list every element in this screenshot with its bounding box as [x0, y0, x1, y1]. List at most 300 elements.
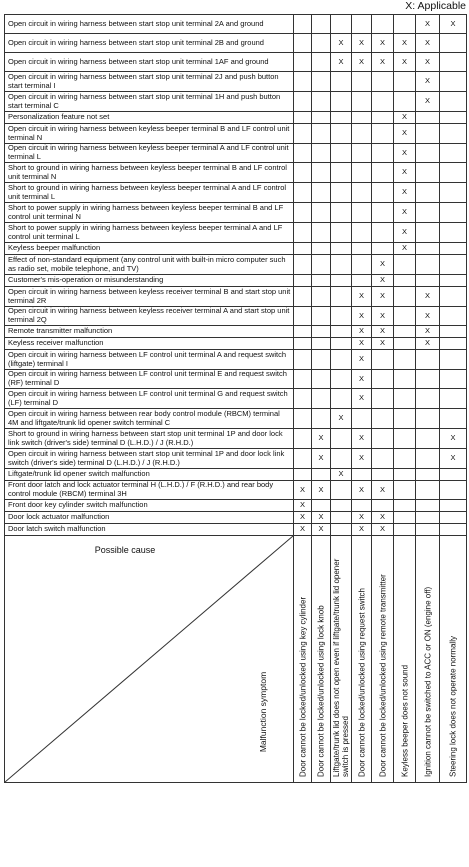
- mark-cell: X: [394, 53, 416, 72]
- mark-cell: [372, 124, 394, 144]
- mark-cell: X: [394, 183, 416, 203]
- symptom-header: Door cannot be locked/unlocked using request switch: [352, 536, 372, 783]
- mark-cell: [352, 183, 372, 203]
- table-row: [5, 34, 467, 53]
- mark-cell: X: [352, 481, 372, 500]
- symptom-header: Steering lock does not operate normally: [440, 536, 467, 783]
- table-row: [5, 307, 467, 326]
- mark-cell: [294, 469, 312, 481]
- mark-cell: X: [416, 307, 440, 326]
- mark-cell: [312, 307, 331, 326]
- mark-cell: X: [372, 326, 394, 338]
- mark-cell: [440, 512, 467, 524]
- mark-cell: [440, 112, 467, 124]
- mark-cell: [394, 338, 416, 350]
- mark-cell: [331, 307, 352, 326]
- mark-cell: [331, 287, 352, 307]
- mark-cell: [416, 124, 440, 144]
- mark-cell: [331, 183, 352, 203]
- mark-cell: X: [394, 243, 416, 255]
- table-row: [5, 163, 467, 183]
- mark-cell: [294, 223, 312, 243]
- mark-cell: X: [394, 223, 416, 243]
- cause-cell: Short to ground in wiring harness between keyless beeper terminal B and LF control unit terminal N: [5, 163, 294, 183]
- mark-cell: X: [312, 481, 331, 500]
- mark-cell: [372, 449, 394, 469]
- table-row: [5, 449, 467, 469]
- mark-cell: [394, 512, 416, 524]
- mark-cell: [440, 183, 467, 203]
- mark-cell: X: [372, 524, 394, 536]
- mark-cell: [416, 481, 440, 500]
- mark-cell: [352, 144, 372, 163]
- mark-cell: [312, 53, 331, 72]
- mark-cell: [372, 409, 394, 429]
- mark-cell: X: [416, 338, 440, 350]
- mark-cell: [312, 409, 331, 429]
- mark-cell: [394, 524, 416, 536]
- symptom-header: Door cannot be locked/unlocked using key cylinder: [294, 536, 312, 783]
- mark-cell: X: [352, 350, 372, 370]
- mark-cell: [331, 112, 352, 124]
- cause-cell: Short to ground in wiring harness between start stop unit terminal 1P and door lock link switch (driver's side) terminal D (L.H.D.) / J (R.H.D.): [5, 429, 294, 449]
- mark-cell: [294, 203, 312, 223]
- mark-cell: [352, 72, 372, 92]
- mark-cell: [312, 500, 331, 512]
- mark-cell: [294, 163, 312, 183]
- mark-cell: [352, 275, 372, 287]
- mark-cell: [416, 389, 440, 409]
- table-row: [5, 223, 467, 243]
- mark-cell: X: [416, 326, 440, 338]
- mark-cell: [331, 429, 352, 449]
- mark-cell: [352, 163, 372, 183]
- mark-cell: [440, 275, 467, 287]
- mark-cell: [416, 500, 440, 512]
- mark-cell: [331, 124, 352, 144]
- mark-cell: X: [352, 370, 372, 389]
- mark-cell: [331, 92, 352, 112]
- cause-cell: Short to power supply in wiring harness between keyless beeper terminal B and LF control unit terminal N: [5, 203, 294, 223]
- mark-cell: [331, 223, 352, 243]
- cause-cell: Liftgate/trunk lid opener switch malfunction: [5, 469, 294, 481]
- mark-cell: [440, 72, 467, 92]
- mark-cell: [372, 112, 394, 124]
- mark-cell: [440, 350, 467, 370]
- mark-cell: [416, 243, 440, 255]
- cause-cell: Open circuit in wiring harness between LF control unit terminal A and request switch (liftgate) terminal I: [5, 350, 294, 370]
- mark-cell: [440, 500, 467, 512]
- mark-cell: [312, 275, 331, 287]
- mark-cell: [372, 370, 394, 389]
- mark-cell: X: [372, 307, 394, 326]
- mark-cell: [312, 255, 331, 275]
- mark-cell: X: [372, 481, 394, 500]
- mark-cell: [294, 183, 312, 203]
- mark-cell: X: [394, 124, 416, 144]
- mark-cell: [440, 53, 467, 72]
- mark-cell: [372, 223, 394, 243]
- mark-cell: [440, 338, 467, 350]
- mark-cell: [440, 92, 467, 112]
- table-row: [5, 500, 467, 512]
- cause-cell: Door latch switch malfunction: [5, 524, 294, 536]
- mark-cell: [394, 469, 416, 481]
- mark-cell: X: [294, 512, 312, 524]
- mark-cell: [331, 500, 352, 512]
- mark-cell: [331, 326, 352, 338]
- mark-cell: [372, 15, 394, 34]
- symptom-header: Liftgate/trunk lid does not open even if liftgate/trunk lid opener switch is pressed: [331, 536, 352, 783]
- mark-cell: [440, 34, 467, 53]
- table-row: [5, 389, 467, 409]
- mark-cell: X: [440, 15, 467, 34]
- mark-cell: [312, 183, 331, 203]
- cause-cell: Effect of non-standard equipment (any control unit with built-in micro computer such as radio set, mobile telephone, and TV): [5, 255, 294, 275]
- mark-cell: X: [440, 449, 467, 469]
- mark-cell: [294, 124, 312, 144]
- mark-cell: [294, 389, 312, 409]
- mark-cell: [394, 287, 416, 307]
- mark-cell: [372, 144, 394, 163]
- cause-cell: Open circuit in wiring harness between LF control unit terminal E and request switch (RF) terminal D: [5, 370, 294, 389]
- mark-cell: X: [416, 15, 440, 34]
- cause-cell: Front door key cylinder switch malfunction: [5, 500, 294, 512]
- mark-cell: [394, 389, 416, 409]
- mark-cell: [294, 53, 312, 72]
- mark-cell: X: [372, 34, 394, 53]
- table-row: [5, 524, 467, 536]
- mark-cell: [394, 275, 416, 287]
- mark-cell: X: [294, 481, 312, 500]
- mark-cell: X: [416, 287, 440, 307]
- mark-cell: [294, 326, 312, 338]
- mark-cell: X: [331, 409, 352, 429]
- mark-cell: X: [331, 469, 352, 481]
- mark-cell: X: [352, 326, 372, 338]
- mark-cell: X: [416, 34, 440, 53]
- mark-cell: [312, 243, 331, 255]
- mark-cell: [394, 500, 416, 512]
- cause-cell: Open circuit in wiring harness between start stop unit terminal 2A and ground: [5, 15, 294, 34]
- cause-cell: Open circuit in wiring harness between start stop unit terminal 1H and push button start terminal C: [5, 92, 294, 112]
- corner-cell: [5, 536, 294, 783]
- mark-cell: [352, 203, 372, 223]
- possible-cause-label: Possible cause: [94, 545, 156, 555]
- table-row: [5, 53, 467, 72]
- mark-cell: [294, 144, 312, 163]
- mark-cell: [294, 338, 312, 350]
- mark-cell: [394, 92, 416, 112]
- table-row: [5, 144, 467, 163]
- symptom-header: Keyless beeper does not sound: [394, 536, 416, 783]
- table-row: [5, 409, 467, 429]
- mark-cell: [294, 275, 312, 287]
- mark-cell: [372, 350, 394, 370]
- mark-cell: X: [312, 449, 331, 469]
- symptom-header: Door cannot be locked/unlocked using remote transmitter: [372, 536, 394, 783]
- mark-cell: [294, 307, 312, 326]
- cause-cell: Open circuit in wiring harness between rear body control module (RBCM) terminal 4M and liftgate/trunk lid opener switch terminal C: [5, 409, 294, 429]
- mark-cell: [294, 449, 312, 469]
- mark-cell: X: [416, 92, 440, 112]
- mark-cell: [331, 512, 352, 524]
- mark-cell: X: [352, 307, 372, 326]
- mark-cell: [416, 370, 440, 389]
- mark-cell: [352, 124, 372, 144]
- mark-cell: [416, 144, 440, 163]
- mark-cell: [440, 524, 467, 536]
- mark-cell: X: [394, 203, 416, 223]
- mark-cell: [331, 338, 352, 350]
- mark-cell: [440, 287, 467, 307]
- mark-cell: [294, 112, 312, 124]
- mark-cell: [416, 203, 440, 223]
- cause-cell: Keyless beeper malfunction: [5, 243, 294, 255]
- mark-cell: X: [372, 512, 394, 524]
- mark-cell: [372, 203, 394, 223]
- mark-cell: [352, 92, 372, 112]
- mark-cell: [440, 469, 467, 481]
- mark-cell: X: [394, 144, 416, 163]
- mark-cell: [331, 524, 352, 536]
- mark-cell: [440, 370, 467, 389]
- diagnosis-matrix: [4, 14, 467, 783]
- mark-cell: [331, 350, 352, 370]
- cause-cell: Short to power supply in wiring harness between keyless beeper terminal A and LF control unit terminal L: [5, 223, 294, 243]
- mark-cell: X: [352, 34, 372, 53]
- mark-cell: [394, 409, 416, 429]
- mark-cell: [331, 370, 352, 389]
- table-row: [5, 124, 467, 144]
- symptom-header: Ignition cannot be switched to ACC or ON (engine off): [416, 536, 440, 783]
- mark-cell: [416, 524, 440, 536]
- mark-cell: X: [352, 287, 372, 307]
- mark-cell: [372, 243, 394, 255]
- cause-cell: Customer's mis-operation or misunderstanding: [5, 275, 294, 287]
- mark-cell: [294, 255, 312, 275]
- mark-cell: X: [394, 163, 416, 183]
- mark-cell: [312, 326, 331, 338]
- mark-cell: [312, 389, 331, 409]
- mark-cell: [372, 500, 394, 512]
- cause-cell: Open circuit in wiring harness between keyless receiver terminal B and start stop unit terminal 2R: [5, 287, 294, 307]
- mark-cell: X: [416, 72, 440, 92]
- cause-cell: Keyless receiver malfunction: [5, 338, 294, 350]
- mark-cell: [416, 163, 440, 183]
- mark-cell: [372, 183, 394, 203]
- cause-cell: Open circuit in wiring harness between LF control unit terminal G and request switch (LF) terminal D: [5, 389, 294, 409]
- mark-cell: X: [352, 338, 372, 350]
- mark-cell: [440, 163, 467, 183]
- table-row: [5, 92, 467, 112]
- mark-cell: [294, 287, 312, 307]
- table-row: [5, 338, 467, 350]
- mark-cell: [312, 163, 331, 183]
- mark-cell: [331, 203, 352, 223]
- mark-cell: X: [372, 338, 394, 350]
- mark-cell: X: [352, 524, 372, 536]
- mark-cell: [416, 223, 440, 243]
- mark-cell: [440, 243, 467, 255]
- mark-cell: [331, 72, 352, 92]
- mark-cell: [312, 223, 331, 243]
- table-row: [5, 481, 467, 500]
- mark-cell: X: [312, 512, 331, 524]
- mark-cell: [394, 481, 416, 500]
- mark-cell: [352, 409, 372, 429]
- mark-cell: [352, 243, 372, 255]
- cause-cell: Open circuit in wiring harness between start stop unit terminal 1AF and ground: [5, 53, 294, 72]
- cause-cell: Open circuit in wiring harness between keyless beeper terminal B and LF control unit terminal N: [5, 124, 294, 144]
- mark-cell: [440, 124, 467, 144]
- mark-cell: X: [312, 524, 331, 536]
- mark-cell: [312, 112, 331, 124]
- mark-cell: X: [372, 275, 394, 287]
- mark-cell: X: [372, 53, 394, 72]
- mark-cell: [372, 469, 394, 481]
- table-row: [5, 203, 467, 223]
- table-row: [5, 255, 467, 275]
- table-row: [5, 469, 467, 481]
- mark-cell: [312, 144, 331, 163]
- cause-cell: Front door latch and lock actuator terminal H (L.H.D.) / F (R.H.D.) and rear body control module (RBCM) terminal 3H: [5, 481, 294, 500]
- table-row: [5, 183, 467, 203]
- table-row: [5, 72, 467, 92]
- mark-cell: [372, 163, 394, 183]
- mark-cell: X: [294, 500, 312, 512]
- mark-cell: [394, 350, 416, 370]
- cause-cell: Remote transmitter malfunction: [5, 326, 294, 338]
- mark-cell: [294, 15, 312, 34]
- mark-cell: [440, 255, 467, 275]
- mark-cell: [394, 255, 416, 275]
- mark-cell: [331, 255, 352, 275]
- mark-cell: X: [352, 389, 372, 409]
- table-row: [5, 112, 467, 124]
- mark-cell: [312, 72, 331, 92]
- diagonal-divider: [5, 536, 293, 782]
- mark-cell: [331, 163, 352, 183]
- mark-cell: [312, 287, 331, 307]
- mark-cell: [294, 350, 312, 370]
- mark-cell: [416, 350, 440, 370]
- mark-cell: [312, 124, 331, 144]
- mark-cell: X: [312, 429, 331, 449]
- mark-cell: [372, 72, 394, 92]
- mark-cell: [331, 243, 352, 255]
- mark-cell: [294, 429, 312, 449]
- mark-cell: [416, 469, 440, 481]
- table-row: [5, 429, 467, 449]
- mark-cell: X: [394, 34, 416, 53]
- mark-cell: X: [352, 429, 372, 449]
- mark-cell: X: [331, 34, 352, 53]
- cause-cell: Open circuit in wiring harness between keyless beeper terminal A and LF control unit terminal L: [5, 144, 294, 163]
- cause-cell: Open circuit in wiring harness between keyless receiver terminal A and start stop unit terminal 2Q: [5, 307, 294, 326]
- mark-cell: X: [440, 429, 467, 449]
- mark-cell: [440, 326, 467, 338]
- applicable-note: X: Applicable: [405, 0, 466, 12]
- mark-cell: [416, 112, 440, 124]
- mark-cell: [394, 370, 416, 389]
- mark-cell: X: [352, 449, 372, 469]
- mark-cell: [312, 338, 331, 350]
- mark-cell: X: [372, 287, 394, 307]
- mark-cell: [394, 429, 416, 449]
- mark-cell: [312, 469, 331, 481]
- table-row: [5, 350, 467, 370]
- mark-cell: [394, 449, 416, 469]
- mark-cell: [331, 449, 352, 469]
- mark-cell: [312, 34, 331, 53]
- header-row: [5, 536, 467, 783]
- mark-cell: [352, 15, 372, 34]
- mark-cell: [294, 243, 312, 255]
- mark-cell: [312, 15, 331, 34]
- table-row: [5, 15, 467, 34]
- mark-cell: [440, 144, 467, 163]
- mark-cell: X: [372, 255, 394, 275]
- mark-cell: [294, 72, 312, 92]
- mark-cell: X: [294, 524, 312, 536]
- mark-cell: [331, 275, 352, 287]
- table-row: [5, 287, 467, 307]
- mark-cell: [331, 481, 352, 500]
- cause-cell: Door lock actuator malfunction: [5, 512, 294, 524]
- mark-cell: X: [416, 53, 440, 72]
- table-row: [5, 512, 467, 524]
- mark-cell: [440, 481, 467, 500]
- mark-cell: [440, 409, 467, 429]
- mark-cell: [372, 92, 394, 112]
- mark-cell: [394, 15, 416, 34]
- mark-cell: [440, 203, 467, 223]
- mark-cell: [416, 275, 440, 287]
- mark-cell: [416, 255, 440, 275]
- mark-cell: [440, 307, 467, 326]
- mark-cell: [312, 92, 331, 112]
- mark-cell: [352, 469, 372, 481]
- mark-cell: [416, 449, 440, 469]
- mark-cell: [372, 429, 394, 449]
- mark-cell: X: [352, 512, 372, 524]
- table-row: [5, 370, 467, 389]
- mark-cell: [440, 389, 467, 409]
- cause-cell: Personalization feature not set: [5, 112, 294, 124]
- cause-cell: Short to ground in wiring harness between keyless beeper terminal A and LF control unit terminal L: [5, 183, 294, 203]
- mark-cell: [312, 370, 331, 389]
- mark-cell: [394, 72, 416, 92]
- cause-cell: Open circuit in wiring harness between start stop unit terminal 2J and push button start terminal I: [5, 72, 294, 92]
- mark-cell: [294, 92, 312, 112]
- cause-cell: Open circuit in wiring harness between start stop unit terminal 1P and door lock link switch (driver's side) terminal D (L.H.D.) / J (R.H.D.): [5, 449, 294, 469]
- mark-cell: [352, 112, 372, 124]
- table-row: [5, 243, 467, 255]
- mark-cell: X: [394, 112, 416, 124]
- mark-cell: [372, 389, 394, 409]
- mark-cell: [312, 350, 331, 370]
- mark-cell: [416, 183, 440, 203]
- mark-cell: [294, 34, 312, 53]
- mark-cell: [394, 326, 416, 338]
- mark-cell: [331, 389, 352, 409]
- mark-cell: [331, 144, 352, 163]
- mark-cell: [331, 15, 352, 34]
- table-row: [5, 275, 467, 287]
- cause-cell: Open circuit in wiring harness between start stop unit terminal 2B and ground: [5, 34, 294, 53]
- mark-cell: [352, 500, 372, 512]
